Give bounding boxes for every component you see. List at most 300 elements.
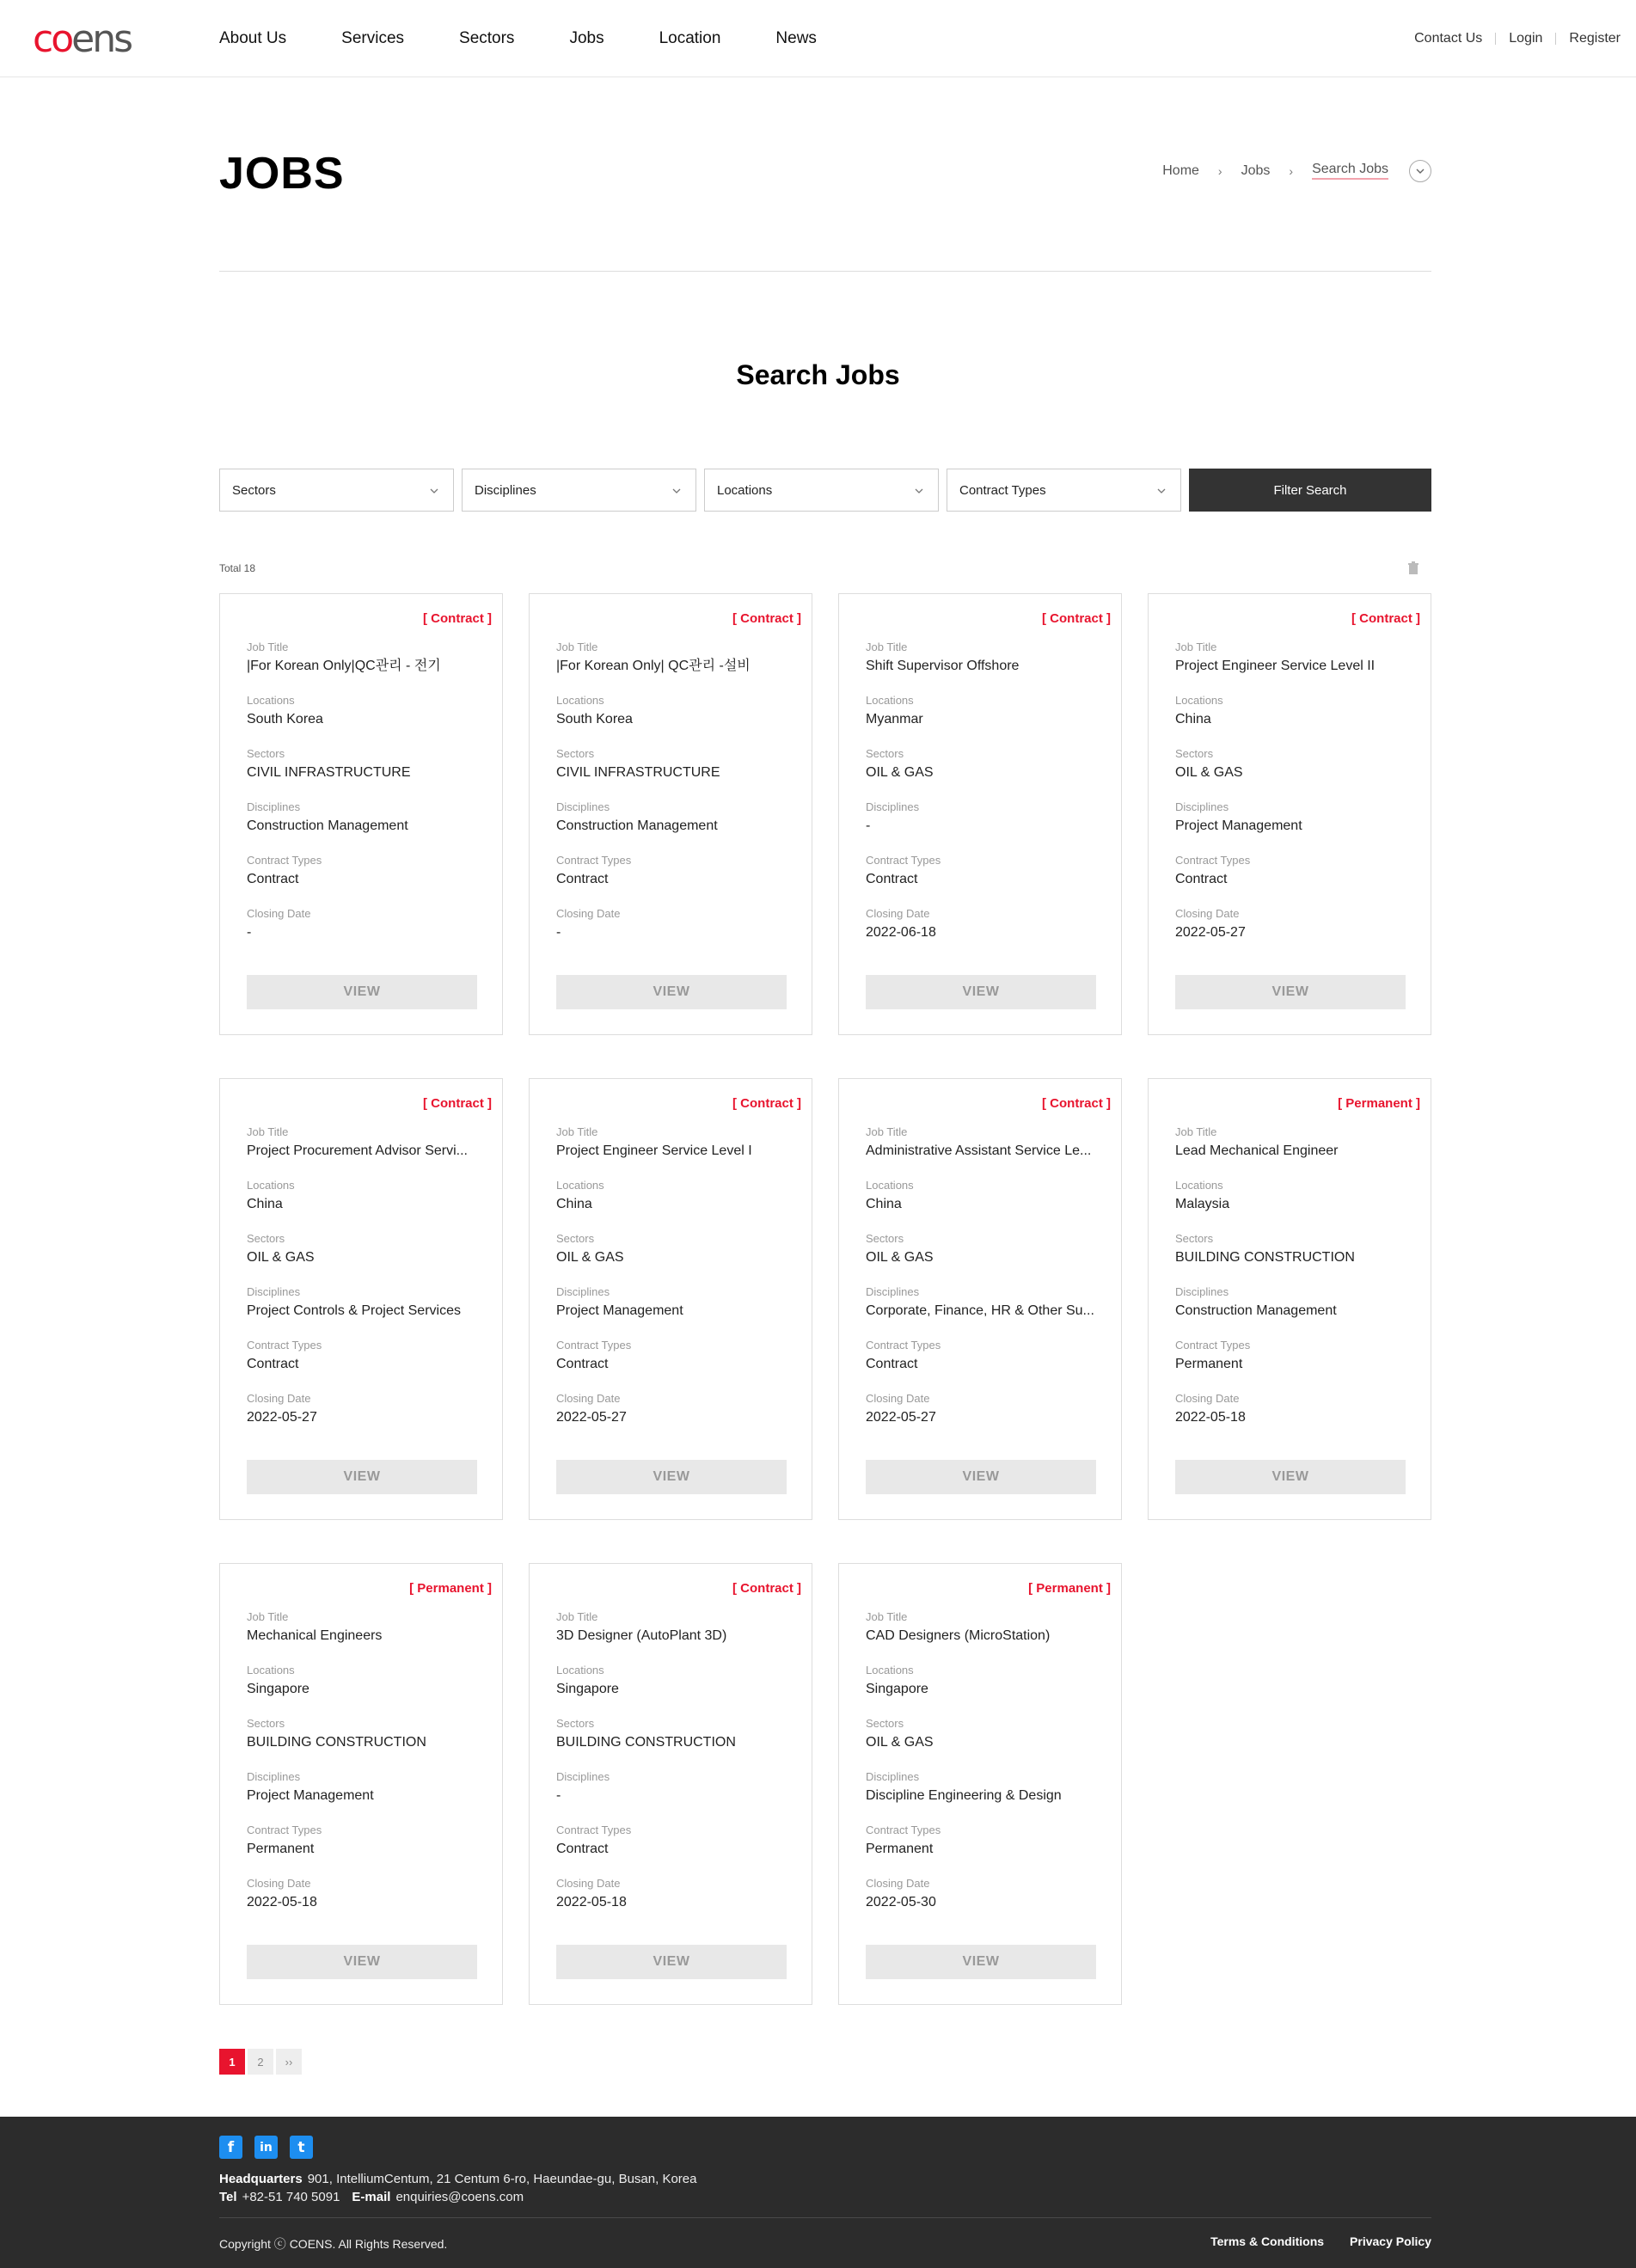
job-type-badge: [ Contract ] xyxy=(1042,1096,1111,1111)
view-button[interactable]: VIEW xyxy=(247,975,477,1009)
breadcrumb-separator-icon: › xyxy=(1217,163,1222,178)
location-label: Locations xyxy=(247,694,295,707)
location-label: Locations xyxy=(1175,694,1223,707)
job-title-value: Mechanical Engineers xyxy=(247,1628,383,1643)
closing-date-value: 2022-05-18 xyxy=(247,1895,317,1909)
closing-date-value: - xyxy=(556,925,561,940)
discipline-value: - xyxy=(866,818,871,833)
closing-date-label: Closing Date xyxy=(866,907,930,920)
closing-date-field xyxy=(556,1392,797,1445)
contract-type-field xyxy=(247,854,487,907)
contract-type-field xyxy=(1175,1339,1416,1392)
discipline-field xyxy=(1175,1285,1416,1339)
breadcrumb xyxy=(1162,162,1388,180)
locations-select-value: Locations xyxy=(717,482,773,498)
contract-types-select-value: Contract Types xyxy=(959,482,1046,498)
breadcrumb-dropdown-toggle[interactable] xyxy=(1409,160,1431,182)
sector-field xyxy=(556,747,797,800)
page-1-button[interactable]: 1 xyxy=(219,2049,245,2075)
title-divider xyxy=(219,271,1431,272)
closing-date-label: Closing Date xyxy=(247,1392,311,1405)
contract-type-field xyxy=(556,1824,797,1877)
footer-links xyxy=(1185,2234,1431,2248)
closing-date-value: 2022-05-30 xyxy=(866,1895,936,1909)
job-card[interactable] xyxy=(529,593,812,1035)
discipline-label: Disciplines xyxy=(866,800,920,813)
job-type-badge: [ Contract ] xyxy=(423,1096,492,1111)
closing-date-value: 2022-05-27 xyxy=(556,1410,627,1425)
job-fields xyxy=(866,641,1106,960)
chevron-down-icon xyxy=(429,486,439,496)
closing-date-value: 2022-05-27 xyxy=(247,1410,317,1425)
discipline-value: Corporate, Finance, HR & Other Su... xyxy=(866,1303,1094,1318)
contract-type-value: Contract xyxy=(1175,872,1228,886)
discipline-field xyxy=(1175,800,1416,854)
login-link[interactable]: Login xyxy=(1495,33,1555,45)
job-title-value: Project Procurement Advisor Servi... xyxy=(247,1143,468,1158)
job-title-field xyxy=(247,641,487,694)
job-title-label: Job Title xyxy=(866,1125,908,1138)
location-label: Locations xyxy=(556,694,604,707)
contract-type-label: Contract Types xyxy=(866,1339,941,1352)
contract-type-label: Contract Types xyxy=(866,1824,941,1836)
job-card[interactable] xyxy=(838,1078,1122,1520)
closing-date-label: Closing Date xyxy=(556,1877,621,1890)
contract-type-field xyxy=(866,1824,1106,1877)
job-title-field xyxy=(866,1125,1106,1179)
job-title-value: Administrative Assistant Service Le... xyxy=(866,1143,1092,1158)
sector-field xyxy=(247,747,487,800)
utility-nav xyxy=(1401,0,1636,77)
job-type-badge: [ Permanent ] xyxy=(1028,1581,1111,1596)
sector-label: Sectors xyxy=(247,1232,285,1245)
job-type-badge: [ Contract ] xyxy=(732,1581,801,1596)
job-title-field xyxy=(556,1125,797,1179)
discipline-field xyxy=(247,1285,487,1339)
contract-type-label: Contract Types xyxy=(1175,1339,1251,1352)
location-field xyxy=(556,1664,797,1717)
contract-type-field xyxy=(1175,854,1416,907)
nav-services[interactable]: Services xyxy=(341,29,405,47)
contract-type-label: Contract Types xyxy=(556,1339,632,1352)
location-value: Malaysia xyxy=(1175,1197,1230,1211)
contract-type-value: Contract xyxy=(556,1842,609,1856)
contract-type-value: Contract xyxy=(556,1357,609,1371)
job-card[interactable] xyxy=(1148,593,1431,1035)
sector-value: OIL & GAS xyxy=(866,1250,934,1265)
contract-type-value: Contract xyxy=(247,1357,299,1371)
job-title-field xyxy=(247,1610,487,1664)
sector-field xyxy=(866,1232,1106,1285)
view-button[interactable]: VIEW xyxy=(247,1945,477,1979)
closing-date-field xyxy=(247,1392,487,1445)
sector-field xyxy=(247,1232,487,1285)
location-value: Myanmar xyxy=(866,712,923,726)
job-fields xyxy=(1175,641,1416,960)
job-card[interactable] xyxy=(219,1563,503,2005)
contract-type-field xyxy=(247,1339,487,1392)
view-button[interactable]: VIEW xyxy=(556,975,787,1009)
contract-type-field xyxy=(556,854,797,907)
location-value: China xyxy=(556,1197,592,1211)
chevron-down-icon xyxy=(1156,486,1167,496)
job-title-label: Job Title xyxy=(866,641,908,653)
closing-date-field xyxy=(866,907,1106,960)
discipline-label: Disciplines xyxy=(247,1285,301,1298)
contract-type-label: Contract Types xyxy=(556,854,632,867)
chevron-down-icon xyxy=(914,486,924,496)
discipline-value: Project Controls & Project Services xyxy=(247,1303,461,1318)
discipline-label: Disciplines xyxy=(1175,800,1229,813)
nav-sectors[interactable]: Sectors xyxy=(459,29,515,47)
location-value: China xyxy=(866,1197,902,1211)
location-value: China xyxy=(247,1197,283,1211)
job-title-value: Project Engineer Service Level II xyxy=(1175,659,1376,673)
footer-divider xyxy=(219,2217,1431,2218)
view-button[interactable]: VIEW xyxy=(866,1945,1096,1979)
contract-type-label: Contract Types xyxy=(247,1824,322,1836)
job-type-badge: [ Contract ] xyxy=(732,1096,801,1111)
job-title-field xyxy=(247,1125,487,1179)
closing-date-field xyxy=(1175,907,1416,960)
breadcrumb-separator-icon: › xyxy=(1289,163,1294,178)
terms-link[interactable]: Terms & Conditions xyxy=(1210,2234,1325,2248)
discipline-label: Disciplines xyxy=(866,1285,920,1298)
breadcrumb-home[interactable]: Home xyxy=(1162,162,1199,178)
trash-icon[interactable] xyxy=(1407,561,1419,575)
job-fields xyxy=(556,1610,797,1930)
closing-date-field xyxy=(556,1877,797,1930)
job-type-badge: [ Contract ] xyxy=(1042,611,1111,626)
contract-type-value: Contract xyxy=(866,872,918,886)
sector-label: Sectors xyxy=(556,747,595,760)
location-field xyxy=(247,1664,487,1717)
twitter-icon[interactable]: t xyxy=(290,2136,313,2159)
linkedin-icon[interactable]: in xyxy=(254,2136,278,2159)
sector-value: OIL & GAS xyxy=(866,1735,934,1750)
nav-location[interactable]: Location xyxy=(659,29,721,47)
sector-field xyxy=(556,1232,797,1285)
sector-label: Sectors xyxy=(1175,747,1214,760)
chevron-down-icon xyxy=(1415,166,1425,176)
facebook-icon[interactable]: f xyxy=(219,2136,242,2159)
job-fields xyxy=(556,641,797,960)
location-field xyxy=(247,1179,487,1232)
sector-label: Sectors xyxy=(556,1232,595,1245)
location-label: Locations xyxy=(866,694,914,707)
closing-date-field xyxy=(556,907,797,960)
sector-label: Sectors xyxy=(1175,1232,1214,1245)
job-card[interactable] xyxy=(1148,1078,1431,1520)
job-title-value: |For Korean Only|QC관리 - 전기 xyxy=(247,659,441,673)
sector-field xyxy=(1175,747,1416,800)
discipline-label: Disciplines xyxy=(1175,1285,1229,1298)
nav-about-us[interactable]: About Us xyxy=(219,29,287,47)
closing-date-label: Closing Date xyxy=(1175,1392,1240,1405)
closing-date-label: Closing Date xyxy=(866,1392,930,1405)
filter-search-button[interactable]: Filter Search xyxy=(1189,469,1431,512)
job-title-label: Job Title xyxy=(556,1610,598,1623)
closing-date-value: 2022-06-18 xyxy=(866,925,936,940)
discipline-value: Project Management xyxy=(1175,818,1302,833)
sectors-select-value: Sectors xyxy=(232,482,276,498)
sector-value: OIL & GAS xyxy=(866,765,934,780)
site-header xyxy=(0,0,1636,77)
contract-type-value: Contract xyxy=(247,872,299,886)
location-label: Locations xyxy=(247,1664,295,1676)
contract-type-value: Permanent xyxy=(247,1842,315,1856)
closing-date-label: Closing Date xyxy=(247,907,311,920)
job-title-label: Job Title xyxy=(247,1610,289,1623)
closing-date-field xyxy=(247,907,487,960)
job-fields xyxy=(247,641,487,960)
contract-types-select[interactable] xyxy=(947,469,1181,512)
job-fields xyxy=(556,1125,797,1445)
tel-value: +82-51 740 5091 xyxy=(242,2190,340,2204)
hq-label: Headquarters xyxy=(219,2172,303,2186)
discipline-field xyxy=(866,1770,1106,1824)
hq-value: 901, IntelliumCentum, 21 Centum 6-ro, Haeundae-gu, Busan, Korea xyxy=(307,2172,697,2186)
location-value: South Korea xyxy=(556,712,633,726)
job-title-field xyxy=(556,641,797,694)
chevron-down-icon xyxy=(671,486,682,496)
contract-type-value: Contract xyxy=(556,872,609,886)
footer-address xyxy=(219,2170,696,2206)
closing-date-label: Closing Date xyxy=(866,1877,930,1890)
view-button[interactable]: VIEW xyxy=(866,1460,1096,1494)
job-type-badge: [ Contract ] xyxy=(423,611,492,626)
contract-type-label: Contract Types xyxy=(556,1824,632,1836)
sector-value: CIVIL INFRASTRUCTURE xyxy=(556,765,720,780)
location-label: Locations xyxy=(556,1664,604,1676)
job-type-badge: [ Contract ] xyxy=(732,611,801,626)
main-nav xyxy=(219,0,872,77)
nav-jobs[interactable]: Jobs xyxy=(569,29,604,47)
location-field xyxy=(247,694,487,747)
discipline-label: Disciplines xyxy=(556,1285,610,1298)
contract-type-label: Contract Types xyxy=(866,854,941,867)
contract-type-label: Contract Types xyxy=(247,1339,322,1352)
total-count: Total 18 xyxy=(219,562,256,574)
job-title-field xyxy=(1175,1125,1416,1179)
view-button[interactable]: VIEW xyxy=(1175,975,1406,1009)
location-field xyxy=(866,1664,1106,1717)
discipline-label: Disciplines xyxy=(866,1770,920,1783)
sector-field xyxy=(556,1717,797,1770)
view-button[interactable]: VIEW xyxy=(556,1460,787,1494)
discipline-field xyxy=(556,1770,797,1824)
sector-label: Sectors xyxy=(866,747,904,760)
job-title-field xyxy=(1175,641,1416,694)
location-field xyxy=(556,1179,797,1232)
contract-type-value: Permanent xyxy=(1175,1357,1243,1371)
job-title-label: Job Title xyxy=(556,641,598,653)
job-title-label: Job Title xyxy=(1175,641,1217,653)
closing-date-label: Closing Date xyxy=(556,1392,621,1405)
closing-date-field xyxy=(866,1877,1106,1930)
location-field xyxy=(556,694,797,747)
job-card[interactable] xyxy=(838,1563,1122,2005)
discipline-field xyxy=(247,1770,487,1824)
disciplines-select-value: Disciplines xyxy=(475,482,536,498)
discipline-value: Construction Management xyxy=(247,818,408,833)
sector-label: Sectors xyxy=(247,747,285,760)
discipline-field xyxy=(866,800,1106,854)
search-filters xyxy=(219,469,1431,512)
job-title-label: Job Title xyxy=(556,1125,598,1138)
location-value: Singapore xyxy=(866,1682,928,1696)
location-value: Singapore xyxy=(247,1682,309,1696)
discipline-label: Disciplines xyxy=(247,800,301,813)
sector-field xyxy=(1175,1232,1416,1285)
location-label: Locations xyxy=(556,1179,604,1192)
contract-type-field xyxy=(866,1339,1106,1392)
job-card[interactable] xyxy=(219,593,503,1035)
job-title-label: Job Title xyxy=(1175,1125,1217,1138)
contract-type-field xyxy=(866,854,1106,907)
discipline-label: Disciplines xyxy=(556,800,610,813)
pagination xyxy=(219,2049,304,2075)
discipline-value: Discipline Engineering & Design xyxy=(866,1788,1062,1803)
closing-date-field xyxy=(247,1877,487,1930)
job-fields xyxy=(866,1125,1106,1445)
location-value: Singapore xyxy=(556,1682,619,1696)
job-fields xyxy=(866,1610,1106,1930)
contract-type-field xyxy=(247,1824,487,1877)
sector-value: BUILDING CONSTRUCTION xyxy=(247,1735,426,1750)
privacy-link[interactable]: Privacy Policy xyxy=(1350,2234,1431,2248)
discipline-field xyxy=(866,1285,1106,1339)
job-fields xyxy=(247,1125,487,1445)
sector-value: BUILDING CONSTRUCTION xyxy=(556,1735,736,1750)
copyright: Copyright ⓒ COENS. All Rights Reserved. xyxy=(219,2237,448,2251)
sector-field xyxy=(866,1717,1106,1770)
site-logo[interactable]: coens xyxy=(33,17,132,61)
job-type-badge: [ Permanent ] xyxy=(409,1581,492,1596)
nav-news[interactable]: News xyxy=(775,29,817,47)
discipline-label: Disciplines xyxy=(556,1770,610,1783)
next-pages-button[interactable]: ›› xyxy=(276,2049,302,2075)
sector-field xyxy=(247,1717,487,1770)
sector-field xyxy=(866,747,1106,800)
location-label: Locations xyxy=(1175,1179,1223,1192)
job-title-value: Project Engineer Service Level I xyxy=(556,1143,752,1158)
job-title-value: 3D Designer (AutoPlant 3D) xyxy=(556,1628,727,1643)
closing-date-field xyxy=(866,1392,1106,1445)
sector-value: BUILDING CONSTRUCTION xyxy=(1175,1250,1355,1265)
disciplines-select[interactable] xyxy=(462,469,696,512)
page-title: JOBS xyxy=(219,149,345,199)
section-title: Search Jobs xyxy=(736,359,900,390)
job-title-label: Job Title xyxy=(866,1610,908,1623)
job-title-field xyxy=(866,641,1106,694)
discipline-value: Project Management xyxy=(556,1303,683,1318)
closing-date-field xyxy=(1175,1392,1416,1445)
view-button[interactable]: VIEW xyxy=(1175,1460,1406,1494)
job-title-value: |For Korean Only| QC관리 -설비 xyxy=(556,659,751,673)
register-link[interactable]: Register xyxy=(1555,33,1636,45)
contract-type-label: Contract Types xyxy=(247,854,322,867)
job-title-value: Shift Supervisor Offshore xyxy=(866,659,1020,673)
location-label: Locations xyxy=(247,1179,295,1192)
location-field xyxy=(1175,1179,1416,1232)
closing-date-label: Closing Date xyxy=(247,1877,311,1890)
closing-date-label: Closing Date xyxy=(1175,907,1240,920)
location-label: Locations xyxy=(866,1179,914,1192)
tel-label: Tel xyxy=(219,2190,237,2204)
sector-value: OIL & GAS xyxy=(556,1250,624,1265)
job-title-field xyxy=(866,1610,1106,1664)
sector-label: Sectors xyxy=(866,1232,904,1245)
job-fields xyxy=(1175,1125,1416,1445)
discipline-value: - xyxy=(556,1788,561,1803)
location-field xyxy=(866,694,1106,747)
closing-date-label: Closing Date xyxy=(556,907,621,920)
job-card[interactable] xyxy=(529,1078,812,1520)
job-title-field xyxy=(556,1610,797,1664)
sector-label: Sectors xyxy=(556,1717,595,1730)
job-card[interactable] xyxy=(529,1563,812,2005)
closing-date-value: 2022-05-18 xyxy=(1175,1410,1246,1425)
job-type-badge: [ Permanent ] xyxy=(1338,1096,1420,1111)
location-label: Locations xyxy=(866,1664,914,1676)
contract-type-value: Contract xyxy=(866,1357,918,1371)
discipline-value: Construction Management xyxy=(1175,1303,1337,1318)
discipline-value: Project Management xyxy=(247,1788,374,1803)
location-value: China xyxy=(1175,712,1211,726)
sector-value: OIL & GAS xyxy=(247,1250,315,1265)
discipline-label: Disciplines xyxy=(247,1770,301,1783)
breadcrumb-jobs[interactable]: Jobs xyxy=(1241,162,1271,178)
contract-type-label: Contract Types xyxy=(1175,854,1251,867)
sector-value: OIL & GAS xyxy=(1175,765,1243,780)
job-title-value: Lead Mechanical Engineer xyxy=(1175,1143,1339,1158)
job-title-value: CAD Designers (MicroStation) xyxy=(866,1628,1051,1643)
job-card[interactable] xyxy=(219,1078,503,1520)
page-2-button[interactable]: 2 xyxy=(248,2049,273,2075)
view-button[interactable]: VIEW xyxy=(556,1945,787,1979)
job-type-badge: [ Contract ] xyxy=(1351,611,1420,626)
site-footer xyxy=(0,2117,1636,2268)
social-links xyxy=(219,2136,325,2159)
job-title-label: Job Title xyxy=(247,1125,289,1138)
job-card[interactable] xyxy=(838,593,1122,1035)
view-button[interactable]: VIEW xyxy=(247,1460,477,1494)
email-label: E-mail xyxy=(352,2190,391,2204)
sector-value: CIVIL INFRASTRUCTURE xyxy=(247,765,411,780)
sector-label: Sectors xyxy=(866,1717,904,1730)
job-fields xyxy=(247,1610,487,1930)
closing-date-value: 2022-05-27 xyxy=(866,1410,936,1425)
location-field xyxy=(866,1179,1106,1232)
job-title-label: Job Title xyxy=(247,641,289,653)
discipline-field xyxy=(247,800,487,854)
sector-label: Sectors xyxy=(247,1717,285,1730)
sectors-select[interactable] xyxy=(219,469,454,512)
discipline-field xyxy=(556,1285,797,1339)
view-button[interactable]: VIEW xyxy=(866,975,1096,1009)
contract-type-field xyxy=(556,1339,797,1392)
contact-us-link[interactable]: Contact Us xyxy=(1414,31,1483,46)
email-value[interactable]: enquiries@coens.com xyxy=(395,2190,524,2204)
closing-date-value: 2022-05-18 xyxy=(556,1895,627,1909)
locations-select[interactable] xyxy=(704,469,939,512)
discipline-field xyxy=(556,800,797,854)
location-field xyxy=(1175,694,1416,747)
location-value: South Korea xyxy=(247,712,323,726)
breadcrumb-current[interactable]: Search Jobs xyxy=(1312,162,1388,180)
closing-date-value: 2022-05-27 xyxy=(1175,925,1246,940)
